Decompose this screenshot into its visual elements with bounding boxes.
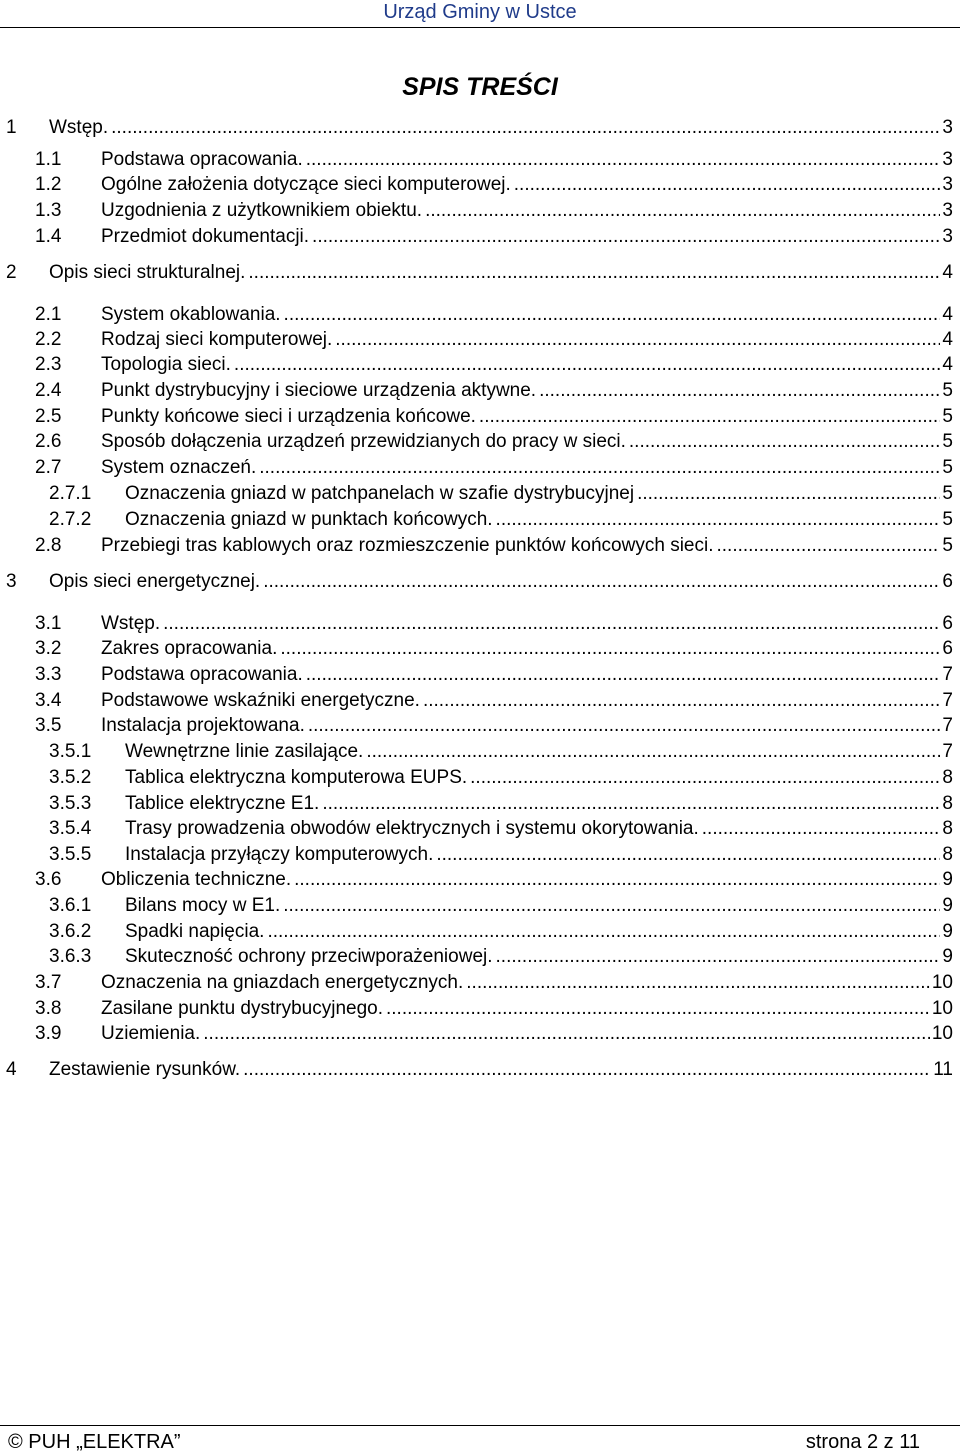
toc-entry-page: 4 <box>942 304 953 325</box>
toc-entry-page: 7 <box>942 715 953 736</box>
toc-dot-leader <box>629 430 941 454</box>
toc-entry-page: 5 <box>942 535 953 556</box>
toc-entry-number: 2.8 <box>35 535 62 556</box>
toc-dot-leader <box>322 792 940 816</box>
toc-entry-number: 1.3 <box>35 200 62 221</box>
toc-entry-number: 3.5.5 <box>49 844 92 865</box>
toc-entry-number: 3.5.4 <box>49 818 92 839</box>
toc-entry-title: Wstęp. <box>101 613 161 634</box>
toc-entry-title: Przebiegi tras kablowych oraz rozmieszczenie punktów końcowych sieci. <box>101 535 714 556</box>
toc-entry-body <box>101 353 953 377</box>
toc-entry-title: Uzgodnienia z użytkownikiem obiektu. <box>101 200 423 221</box>
toc-dot-leader <box>294 868 940 892</box>
toc-entry <box>0 148 953 172</box>
toc-entry-body <box>125 766 953 790</box>
toc-entry-number: 3 <box>6 571 17 592</box>
toc-dot-leader <box>203 1022 930 1046</box>
toc-entry-page: 7 <box>942 664 953 685</box>
toc-entry-number: 2.7 <box>35 457 62 478</box>
toc-entry-body <box>125 894 953 918</box>
toc-entry-title: Zestawienie rysunków. <box>49 1059 241 1080</box>
toc-entry <box>0 637 953 661</box>
toc-entry-page: 10 <box>931 972 953 993</box>
toc-entry-page: 4 <box>942 354 953 375</box>
toc-entry-number: 3.8 <box>35 998 62 1019</box>
toc-entry <box>0 173 953 197</box>
toc-entry-page: 6 <box>942 638 953 659</box>
toc-entry-title: Uziemienia. <box>101 1023 201 1044</box>
toc-entry-page: 5 <box>942 457 953 478</box>
toc-dot-leader <box>280 637 940 661</box>
toc-dot-leader <box>496 508 941 532</box>
toc-entry-body <box>125 817 953 841</box>
toc-entry <box>0 570 953 594</box>
toc-entry-title: Rodzaj sieci komputerowej. <box>101 329 333 350</box>
toc-entry <box>0 456 953 480</box>
toc-dot-leader <box>479 405 941 429</box>
toc-dot-leader <box>514 173 941 197</box>
toc-entry <box>0 1058 953 1082</box>
toc-entry-body <box>49 116 953 140</box>
toc-entry <box>0 971 953 995</box>
toc-entry-page: 3 <box>942 174 953 195</box>
toc-entry-number: 3.3 <box>35 664 62 685</box>
toc-entry <box>0 303 953 327</box>
toc-dot-leader <box>466 971 930 995</box>
toc-entry-body <box>101 430 953 454</box>
toc-entry-title: Topologia sieci. <box>101 354 231 375</box>
toc-dot-leader <box>366 740 940 764</box>
toc-entry <box>0 997 953 1021</box>
toc-entry-page: 8 <box>942 818 953 839</box>
toc-entry-title: Opis sieci strukturalnej. <box>49 262 246 283</box>
toc-entry-number: 3.5 <box>35 715 62 736</box>
footer-page-number: strona 2 z 11 <box>805 1431 920 1453</box>
toc-entry-page: 4 <box>942 262 953 283</box>
page-header: Urząd Gminy w Ustce <box>383 1 577 23</box>
toc-entry-number: 3.5.3 <box>49 793 92 814</box>
toc-entry-title: Punkt dystrybucyjny i sieciowe urządzenia aktywne. <box>101 380 537 401</box>
toc-entry-page: 3 <box>942 149 953 170</box>
toc-dot-leader <box>386 997 930 1021</box>
toc-entry-number: 3.9 <box>35 1023 62 1044</box>
toc-entry-page: 9 <box>942 946 953 967</box>
toc-entry <box>0 766 953 790</box>
toc-entry-number: 3.1 <box>35 613 62 634</box>
toc-entry-page: 8 <box>942 844 953 865</box>
toc-entry-number: 2.4 <box>35 380 62 401</box>
toc-entry-number: 2.7.2 <box>49 509 92 530</box>
toc-entry <box>0 353 953 377</box>
toc-entry-body <box>125 482 953 506</box>
toc-entry-body <box>101 637 953 661</box>
footer-rule <box>0 1425 960 1426</box>
toc-entry-number: 1.4 <box>35 226 62 247</box>
toc-dot-leader <box>234 353 941 377</box>
toc-entry-body <box>101 689 953 713</box>
toc-entry-title: System okablowania. <box>101 304 281 325</box>
toc-entry <box>0 612 953 636</box>
toc-title: SPIS TREŚCI <box>402 73 558 101</box>
toc-entry <box>0 945 953 969</box>
toc-entry-number: 2.3 <box>35 354 62 375</box>
toc-entry-page: 3 <box>942 200 953 221</box>
toc-entry-title: Podstawowe wskaźniki energetyczne. <box>101 690 420 711</box>
toc-entry-title: Podstawa opracowania. <box>101 664 303 685</box>
toc-entry-body <box>49 1058 953 1082</box>
toc-entry <box>0 894 953 918</box>
toc-entry-title: Skuteczność ochrony przeciwporażeniowej. <box>125 946 493 967</box>
toc-entry-title: Zakres opracowania. <box>101 638 278 659</box>
toc-entry-title: Podstawa opracowania. <box>101 149 303 170</box>
toc-entry-page: 11 <box>933 1059 953 1080</box>
toc-entry-number: 3.2 <box>35 638 62 659</box>
toc-entry <box>0 1022 953 1046</box>
toc-entry <box>0 868 953 892</box>
toc-entry-body <box>125 508 953 532</box>
toc-entry-title: Trasy prowadzenia obwodów elektrycznych i systemu okorytowania. <box>125 818 699 839</box>
toc-dot-leader <box>423 689 940 713</box>
toc-entry-number: 2 <box>6 262 17 283</box>
toc-entry <box>0 225 953 249</box>
toc-dot-leader <box>267 920 940 944</box>
toc-entry-number: 3.6.3 <box>49 946 92 967</box>
toc-entry-title: Wstęp. <box>49 117 109 138</box>
toc-entry-title: System oznaczeń. <box>101 457 257 478</box>
toc-entry <box>0 689 953 713</box>
toc-dot-leader <box>308 714 941 738</box>
toc-entry-number: 3.7 <box>35 972 62 993</box>
toc-entry <box>0 430 953 454</box>
toc-entry-title: Przedmiot dokumentacji. <box>101 226 310 247</box>
toc-entry-title: Punkty końcowe sieci i urządzenia końcowe. <box>101 406 476 427</box>
toc-dot-leader <box>283 894 940 918</box>
toc-entry-body <box>101 971 953 995</box>
toc-dot-leader <box>306 663 941 687</box>
toc-entry-body <box>101 173 953 197</box>
toc-entry-body <box>101 148 953 172</box>
toc-entry <box>0 116 953 140</box>
toc-entry <box>0 740 953 764</box>
toc-entry-number: 4 <box>6 1059 17 1080</box>
toc-entry-page: 5 <box>942 380 953 401</box>
toc-entry <box>0 714 953 738</box>
toc-entry-page: 10 <box>931 1023 953 1044</box>
toc-entry <box>0 817 953 841</box>
toc-entry <box>0 482 953 506</box>
toc-entry-body <box>125 843 953 867</box>
toc-entry <box>0 199 953 223</box>
toc-entry-body <box>101 303 953 327</box>
toc-entry-title: Oznaczenia gniazd w patchpanelach w szafie dystrybucyjnej <box>125 483 635 504</box>
toc-entry-title: Wewnętrzne linie zasilające. <box>125 741 364 762</box>
toc-entry-body <box>101 714 953 738</box>
toc-entry-page: 7 <box>942 690 953 711</box>
toc-entry-body <box>101 225 953 249</box>
toc-dot-leader <box>716 534 940 558</box>
toc-entry-page: 5 <box>942 509 953 530</box>
toc-entry-page: 7 <box>942 741 953 762</box>
toc-dot-leader <box>496 945 941 969</box>
toc-entry-body <box>49 570 953 594</box>
toc-entry <box>0 843 953 867</box>
toc-entry-page: 8 <box>942 793 953 814</box>
toc-entry-number: 2.5 <box>35 406 62 427</box>
toc-dot-leader <box>284 303 941 327</box>
toc-dot-leader <box>470 766 940 790</box>
toc-entry-title: Oznaczenia na gniazdach energetycznych. <box>101 972 464 993</box>
footer-copyright: © PUH „ELEKTRA” <box>8 1431 181 1453</box>
toc-entry-body <box>101 379 953 403</box>
header-rule <box>0 27 960 28</box>
toc-entry-number: 3.6 <box>35 869 62 890</box>
toc-dot-leader <box>436 843 940 867</box>
toc-entry-number: 2.7.1 <box>49 483 92 504</box>
toc-entry-body <box>101 997 953 1021</box>
toc-dot-leader <box>312 225 940 249</box>
toc-entry-number: 3.6.1 <box>49 895 92 916</box>
toc-dot-leader <box>425 199 940 223</box>
toc-entry-page: 9 <box>942 921 953 942</box>
toc-dot-leader <box>163 612 940 636</box>
toc-entry-page: 4 <box>942 329 953 350</box>
toc-entry <box>0 405 953 429</box>
toc-entry <box>0 920 953 944</box>
toc-dot-leader <box>263 570 940 594</box>
toc-entry-page: 8 <box>942 767 953 788</box>
toc-entry <box>0 534 953 558</box>
toc-entry-body <box>101 1022 953 1046</box>
toc-entry-body <box>101 534 953 558</box>
toc-entry-page: 5 <box>942 431 953 452</box>
toc-entry-body <box>125 792 953 816</box>
toc-entry-title: Sposób dołączenia urządzeń przewidzianych do pracy w sieci. <box>101 431 626 452</box>
toc-entry-title: Zasilane punktu dystrybucyjnego. <box>101 998 383 1019</box>
toc-entry-number: 1.2 <box>35 174 62 195</box>
toc-entry-title: Opis sieci energetycznej. <box>49 571 261 592</box>
toc-entry-body <box>101 405 953 429</box>
toc-entry-number: 1 <box>6 117 17 138</box>
toc-entry <box>0 508 953 532</box>
toc-entry-page: 3 <box>942 226 953 247</box>
toc-entry-title: Instalacja przyłączy komputerowych. <box>125 844 434 865</box>
toc-entry <box>0 379 953 403</box>
toc-entry-title: Tablice elektryczne E1. <box>125 793 320 814</box>
toc-entry-page: 9 <box>942 869 953 890</box>
toc-entry-body <box>125 920 953 944</box>
toc-entry-number: 3.6.2 <box>49 921 92 942</box>
toc-dot-leader <box>248 261 940 285</box>
toc-dot-leader <box>702 817 941 841</box>
toc-entry-title: Bilans mocy w E1. <box>125 895 281 916</box>
toc-dot-leader <box>111 116 940 140</box>
toc-entry <box>0 663 953 687</box>
toc-entry-number: 3.4 <box>35 690 62 711</box>
toc-entry-page: 6 <box>942 613 953 634</box>
toc-entry-number: 1.1 <box>35 149 62 170</box>
toc-entry-body <box>125 740 953 764</box>
toc-entry-title: Oznaczenia gniazd w punktach końcowych. <box>125 509 493 530</box>
toc-entry-body <box>101 612 953 636</box>
toc-entry-title: Spadki napięcia. <box>125 921 265 942</box>
toc-entry-page: 5 <box>942 406 953 427</box>
toc-dot-leader <box>259 456 940 480</box>
toc-entry-page: 5 <box>942 483 953 504</box>
toc-entry-title: Ogólne założenia dotyczące sieci komputerowej. <box>101 174 511 195</box>
toc-entry-body <box>125 945 953 969</box>
toc-entry-number: 2.1 <box>35 304 62 325</box>
toc-entry-title: Tablica elektryczna komputerowa EUPS. <box>125 767 468 788</box>
toc-entry-body <box>49 261 953 285</box>
toc-entry-page: 6 <box>942 571 953 592</box>
toc-entry <box>0 261 953 285</box>
toc-entry-body <box>101 663 953 687</box>
toc-entry <box>0 792 953 816</box>
toc-entry-page: 9 <box>942 895 953 916</box>
toc-entry-page: 3 <box>942 117 953 138</box>
toc-dot-leader <box>637 482 940 506</box>
toc-entry-body <box>101 199 953 223</box>
toc-entry-number: 2.2 <box>35 329 62 350</box>
toc-entry-body <box>101 868 953 892</box>
toc-dot-leader <box>243 1058 931 1082</box>
toc-entry-body <box>101 456 953 480</box>
toc-entry-page: 10 <box>931 998 953 1019</box>
toc-entry-number: 2.6 <box>35 431 62 452</box>
toc-entry-title: Instalacja projektowana. <box>101 715 305 736</box>
toc-entry-number: 3.5.1 <box>49 741 92 762</box>
toc-entry-number: 3.5.2 <box>49 767 92 788</box>
toc-entry-title: Obliczenia techniczne. <box>101 869 292 890</box>
toc-entry <box>0 328 953 352</box>
toc-dot-leader <box>335 328 940 352</box>
toc-dot-leader <box>539 379 940 403</box>
toc-entry-body <box>101 328 953 352</box>
toc-dot-leader <box>306 148 941 172</box>
